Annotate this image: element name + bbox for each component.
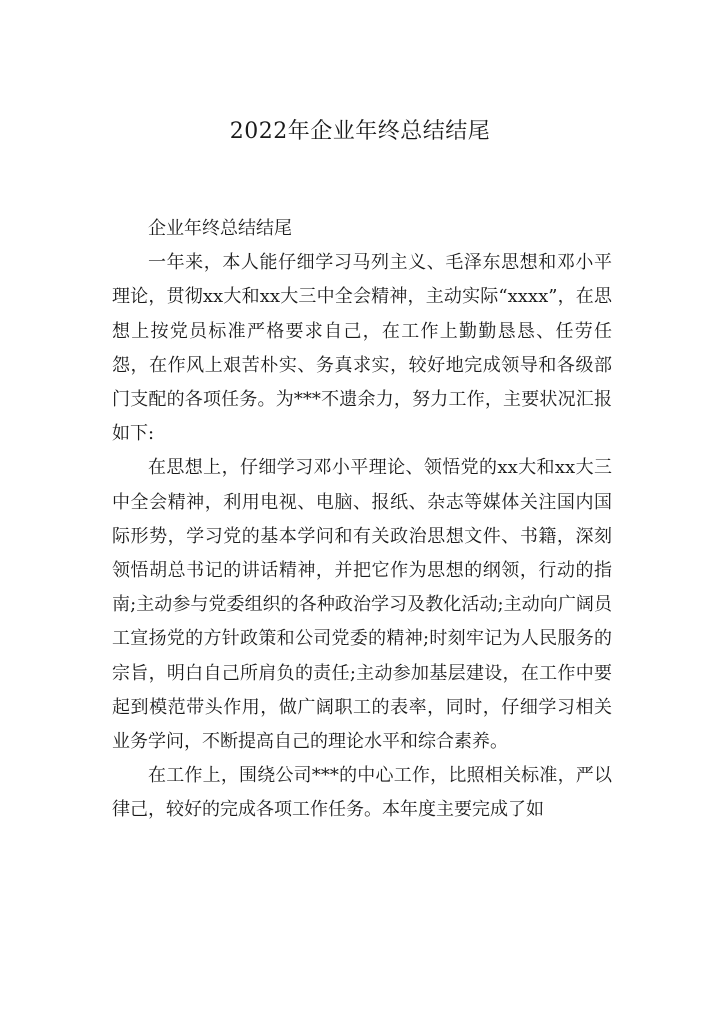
document-body (112, 212, 612, 828)
paragraph-intro: 一年来，本人能仔细学习马列主义、毛泽东思想和邓小平理论，贯彻xx大和xx大三中全会精神，主动实际“xxxx”，在思想上按党员标准严格要求自己，在工作上勤勤恳恳、任劳任怨，在作风上艰苦朴实、务真求实，较好地完成领导和各级部门支配的各项任务。为***不遗余力，努力工作，主要状况汇报如下: (112, 252, 612, 445)
paragraph-subtitle: 企业年终总结结尾 (148, 218, 292, 239)
paragraph-ideology: 在思想上，仔细学习邓小平理论、领悟党的xx大和xx大三中全会精神，利用电视、电脑、报纸、杂志等媒体关注国内国际形势，学习党的基本学问和有关政治思想文件、书籍，深刻领悟胡总书记的讲话精神，并把它作为思想的纲领，行动的指南;主动参与党委组织的各种政治学习及教化活动;主动向广阔员工宣扬党的方针政策和公司党委的精神;时刻牢记为人民服务的宗旨，明白自己所肩负的责任;主动参加基层建设，在工作中要起到模范带头作用，做广阔职工的表率，同时，仔细学习相关业务学问，不断提高自己的理论水平和综合素养。 (112, 457, 612, 753)
paragraph-work: 在工作上，围绕公司***的中心工作，比照相关标准，严以律己，较好的完成各项工作任务。本年度主要完成了如 (112, 765, 612, 821)
document-title: 2022年企业年终总结结尾 (229, 119, 491, 144)
